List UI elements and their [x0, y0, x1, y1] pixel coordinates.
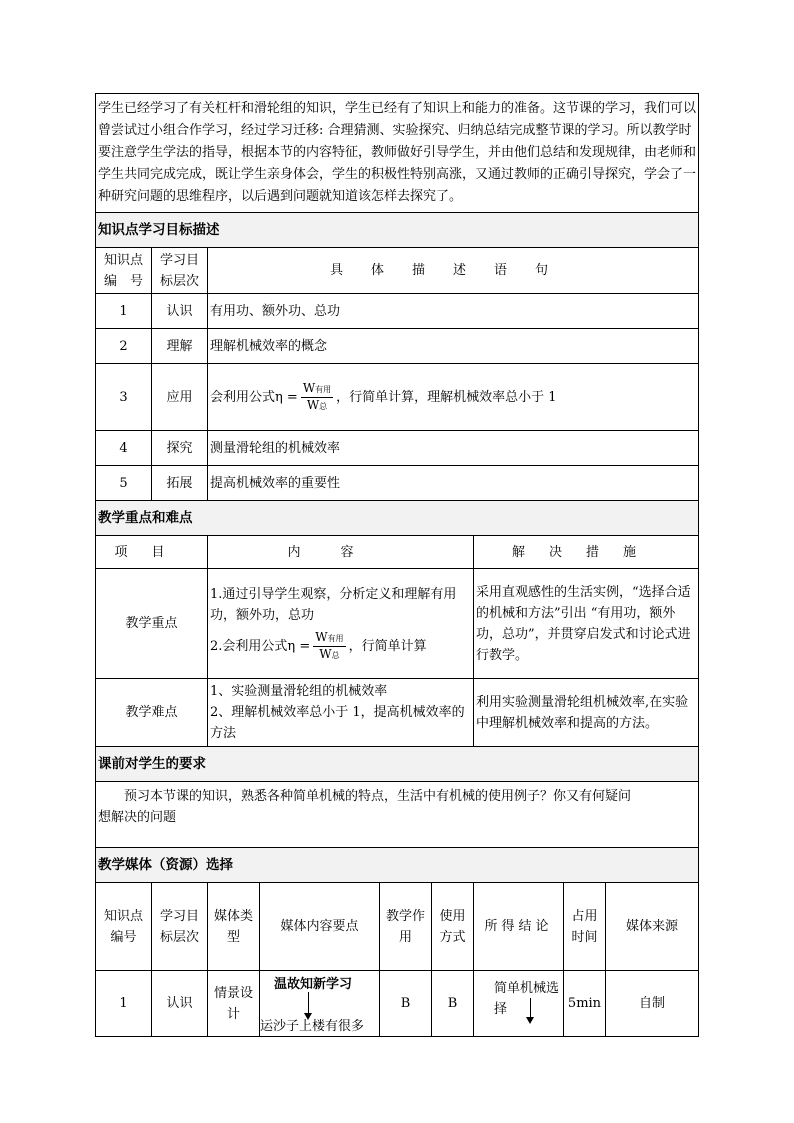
keypoints-section-header — [96, 501, 699, 536]
formula-den-sub: 总 — [319, 401, 328, 411]
keypoint-content-line1: 1.通过引导学生观察，分析定义和理解有用功，额外功，总功 — [210, 587, 457, 623]
formula-num: W — [315, 630, 328, 644]
media-no: 1 — [96, 971, 152, 1037]
formula-suffix: ，行简单计算 — [348, 639, 427, 654]
keypoint-item: 教学难点 — [96, 679, 208, 747]
formula-num-sub: 有用 — [315, 384, 332, 394]
media-conclusion-flow — [474, 972, 563, 1036]
objective-no: 1 — [96, 294, 152, 329]
lesson-plan-page — [95, 93, 698, 1037]
media-section-header — [96, 848, 699, 883]
objective-row — [96, 329, 699, 364]
objective-desc — [208, 364, 699, 431]
formula-num-sub: 有用 — [327, 634, 344, 643]
media-col-usage: 使用方式 — [432, 883, 474, 971]
media-col-conclusion: 所得结论 — [474, 883, 564, 971]
objective-level: 应用 — [152, 364, 208, 431]
objective-desc: 理解机械效率的概念 — [208, 329, 699, 364]
media-type: 情景设计 — [208, 971, 260, 1037]
media-source: 自制 — [606, 971, 699, 1037]
objective-desc: 提高机械效率的重要性 — [208, 466, 699, 501]
media-level: 认识 — [152, 971, 208, 1037]
keypoint-content-line2: 2、理解机械效率总小于 1，提高机械效率的方法 — [210, 705, 465, 741]
requirements-section-header — [96, 747, 699, 782]
media-content — [260, 971, 380, 1037]
keypoints-col-content: 内容 — [208, 536, 474, 569]
down-arrow-icon — [308, 992, 309, 1014]
lesson-plan-table — [95, 93, 699, 1037]
media-role: B — [380, 971, 432, 1037]
requirements-section-title: 课前对学生的要求 — [96, 747, 699, 782]
media-section-title: 教学媒体（资源）选择 — [96, 848, 699, 883]
keypoint-measure: 采用直观感性的生活实例，“选择合适的机械和方法”引出 “有用功，额外功，总功”，并贯穿启发式和讨论式进行教学。 — [474, 569, 699, 679]
media-col-type: 媒体类型 — [208, 883, 260, 971]
objectives-header-row — [96, 248, 699, 294]
keypoint-content — [208, 569, 474, 679]
media-col-time: 占用时间 — [564, 883, 606, 971]
media-col-level: 学习目标层次 — [152, 883, 208, 971]
media-header-row — [96, 883, 699, 971]
media-usage: B — [432, 971, 474, 1037]
keypoint-content-line2 — [210, 630, 471, 663]
media-conclusion-text: 简单机械选择 — [494, 980, 560, 1017]
media-content-sub: 运沙子上楼有很多 — [260, 1018, 365, 1034]
formula-den: W — [319, 647, 332, 661]
formula-num: W — [302, 380, 316, 395]
keypoint-row — [96, 569, 699, 679]
objective-desc: 测量滑轮组的机械效率 — [208, 431, 699, 466]
formula-den: W — [306, 397, 320, 412]
objectives-col-no: 知识点编 号 — [96, 248, 152, 294]
objective-level: 认识 — [152, 294, 208, 329]
media-col-no: 知识点编号 — [96, 883, 152, 971]
objective-no: 5 — [96, 466, 152, 501]
formula-prefix: 2.会利用公式η = — [210, 639, 311, 654]
objectives-section-title: 知识点学习目标描述 — [96, 213, 699, 248]
keypoints-header-row — [96, 536, 699, 569]
media-conclusion — [474, 971, 564, 1037]
formula-den-sub: 总 — [331, 651, 340, 660]
down-arrow-icon — [530, 998, 531, 1018]
objective-level: 理解 — [152, 329, 208, 364]
objective-row — [96, 294, 699, 329]
media-col-source: 媒体来源 — [606, 883, 699, 971]
keypoint-item: 教学重点 — [96, 569, 208, 679]
requirements-text: 预习本节课的知识，熟悉各种简单机械的特点，生活中有机械的使用例子？你又有何疑问想解决的问题 — [96, 782, 699, 848]
media-content-flow — [260, 972, 379, 1036]
formula-suffix: ，行简单计算，理解机械效率总小于 1 — [336, 389, 557, 405]
media-col-role: 教学作用 — [380, 883, 432, 971]
objective-level: 拓展 — [152, 466, 208, 501]
keypoints-section-title: 教学重点和难点 — [96, 501, 699, 536]
media-time: 5min — [564, 971, 606, 1037]
objectives-col-desc: 具体描述语句 — [208, 248, 699, 294]
media-col-content: 媒体内容要点 — [260, 883, 380, 971]
media-content-title: 温故知新学习 — [274, 976, 353, 992]
objective-no: 2 — [96, 329, 152, 364]
intro-paragraph: 学生已经学习了有关杠杆和滑轮组的知识，学生已经有了知识上和能力的准备。这节课的学习，我们可以曾尝试过小组合作学习，经过学习迁移: 合理猜测、实验探究、归纳总结完成整节课的学习。所以教学时要注意学生学法的指导，根据本节的内容特征，教师做好引导学生，并由他们总结和发现规律，由老师和学生共同完成完成，既让学生亲身体会，学生的积极性特别高涨，又通过教师的正确引导探究，学会了一种研究问题的思维程序，以后遇到问题就知道该怎样去探究了。 — [96, 94, 699, 213]
intro-row — [96, 94, 699, 213]
keypoint-measure: 利用实验测量滑轮组机械效率,在实验中理解机械效率和提高的方法。 — [474, 679, 699, 747]
objective-no: 3 — [96, 364, 152, 431]
efficiency-formula — [313, 630, 345, 663]
keypoints-col-measure: 解决措施 — [474, 536, 699, 569]
media-row — [96, 971, 699, 1037]
keypoint-content — [208, 679, 474, 747]
keypoints-col-item: 项目 — [96, 536, 208, 569]
requirements-row — [96, 782, 699, 848]
keypoint-content-line1: 1、实验测量滑轮组的机械效率 — [210, 684, 388, 699]
objectives-col-level: 学习目标层次 — [152, 248, 208, 294]
objective-level: 探究 — [152, 431, 208, 466]
efficiency-formula — [301, 381, 333, 414]
objectives-section-header — [96, 213, 699, 248]
objective-desc: 有用功、额外功、总功 — [208, 294, 699, 329]
formula-prefix: 会利用公式η = — [210, 389, 298, 405]
objective-row — [96, 431, 699, 466]
objective-row — [96, 364, 699, 431]
keypoint-row — [96, 679, 699, 747]
objective-row — [96, 466, 699, 501]
objective-no: 4 — [96, 431, 152, 466]
